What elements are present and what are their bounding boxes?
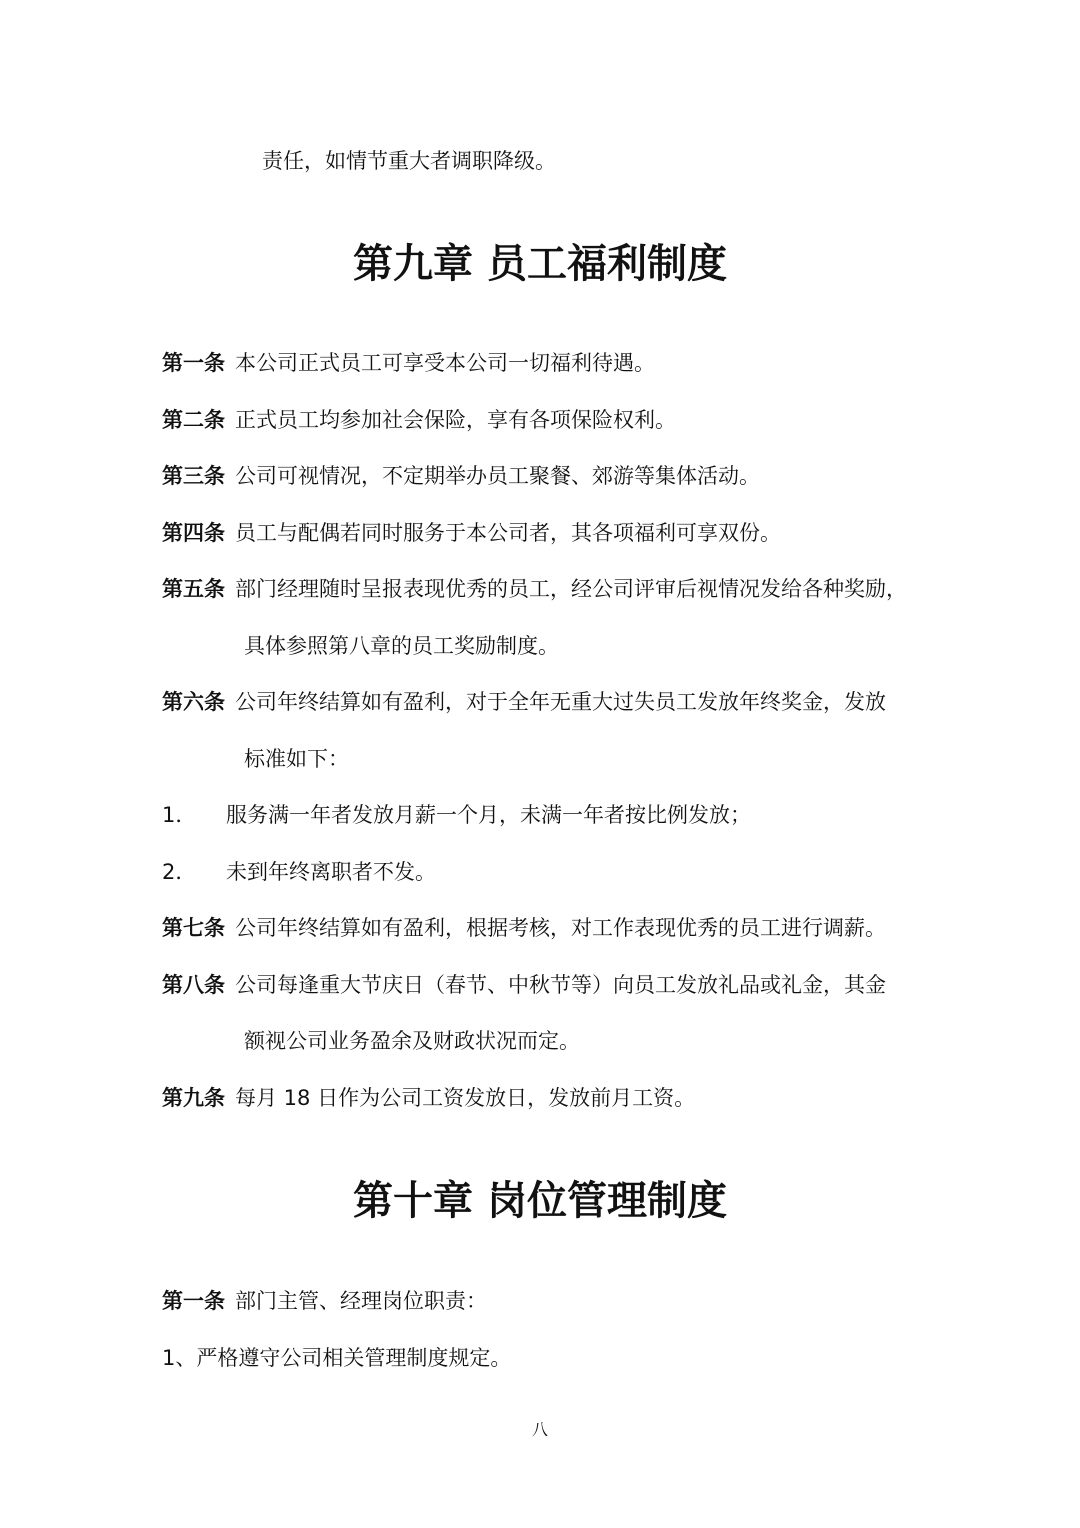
item-number: 1．: [162, 803, 197, 827]
numbered-item: [162, 801, 751, 829]
article-line: [162, 1287, 487, 1315]
article-line: [162, 406, 676, 434]
chapter-9-title: 第九章 员工福利制度: [353, 241, 727, 287]
article-line: [162, 1084, 695, 1112]
item-number: 2．: [162, 860, 197, 884]
article-text: 公司年终结算如有盈利，对于全年无重大过失员工发放年终奖金，发放: [235, 690, 886, 714]
item-text: 服务满一年者发放月薪一个月，未满一年者按比例发放；: [226, 803, 751, 827]
article-label: 第三条: [162, 464, 225, 488]
article-label: 第六条: [162, 690, 225, 714]
article-continuation: 标准如下：: [244, 747, 349, 771]
article-line: [162, 688, 886, 716]
chapter-10-title: 第十章 岗位管理制度: [353, 1178, 727, 1224]
article-text: 部门经理随时呈报表现优秀的员工，经公司评审后视情况发给各种奖励，: [235, 577, 907, 601]
article-line: [162, 971, 886, 999]
article-text: 公司每逢重大节庆日（春节、中秋节等）向员工发放礼品或礼金，其金: [235, 973, 886, 997]
article-continuation: 额视公司业务盈余及财政状况而定。: [244, 1029, 580, 1053]
article-text: 公司可视情况，不定期举办员工聚餐、郊游等集体活动。: [235, 464, 760, 488]
article-label: 第二条: [162, 408, 225, 432]
article-label: 第一条: [162, 351, 225, 375]
article-label: 第四条: [162, 521, 225, 545]
article-line: [162, 462, 760, 490]
numbered-item: [162, 858, 436, 886]
article-line: [162, 519, 781, 547]
article-text: 正式员工均参加社会保险，享有各项保险权利。: [235, 408, 676, 432]
article-continuation: 具体参照第八章的员工奖励制度。: [244, 634, 559, 658]
article-label: 第一条: [162, 1289, 225, 1313]
article-label: 第九条: [162, 1086, 225, 1110]
article-text: 部门主管、经理岗位职责：: [235, 1289, 487, 1313]
numbered-item: 1、严格遵守公司相关管理制度规定。: [162, 1346, 512, 1370]
article-label: 第八条: [162, 973, 225, 997]
article-text: 每月 18 日作为公司工资发放日，发放前月工资。: [235, 1086, 696, 1110]
article-label: 第五条: [162, 577, 225, 601]
article-text: 公司年终结算如有盈利，根据考核，对工作表现优秀的员工进行调薪。: [235, 916, 886, 940]
article-text: 本公司正式员工可享受本公司一切福利待遇。: [235, 351, 655, 375]
article-line: [162, 575, 907, 603]
article-line: [162, 349, 655, 377]
continuation-text: 责任，如情节重大者调职降级。: [262, 149, 556, 173]
article-line: [162, 914, 886, 942]
page-number: 八: [531, 1420, 548, 1439]
item-text: 未到年终离职者不发。: [226, 860, 436, 884]
article-text: 员工与配偶若同时服务于本公司者，其各项福利可享双份。: [235, 521, 781, 545]
article-label: 第七条: [162, 916, 225, 940]
